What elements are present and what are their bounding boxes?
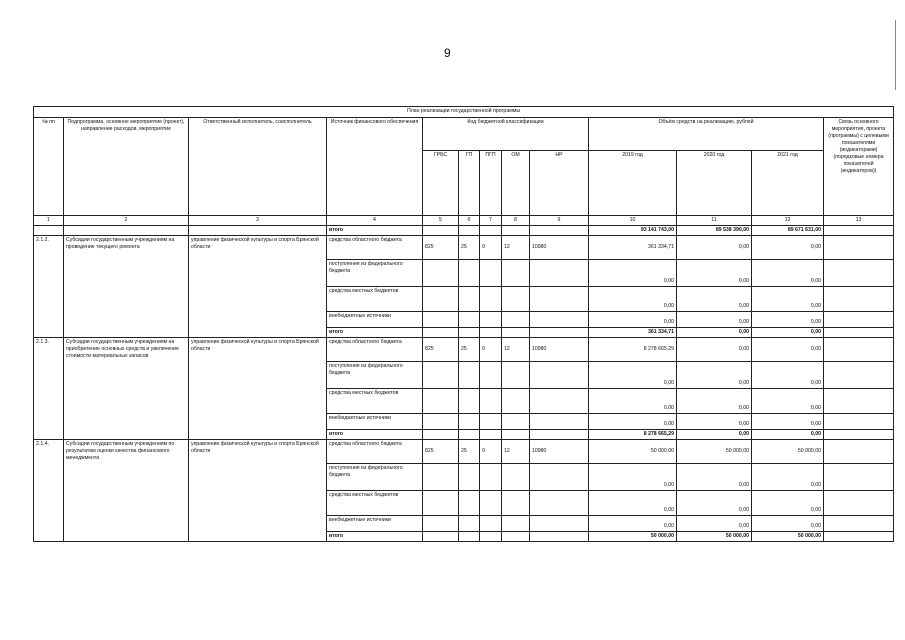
value-2019: 0,00 <box>589 414 677 430</box>
total-2019: 8 278 665,29 <box>589 430 677 440</box>
total-label: итого <box>327 328 423 338</box>
code-empty <box>459 516 480 532</box>
column-number: 7 <box>480 216 502 226</box>
total-2019: 50 000,00 <box>589 532 677 542</box>
column-number: 5 <box>423 216 459 226</box>
value-2020: 0,00 <box>677 516 752 532</box>
total-2021: 50 000,00 <box>752 532 824 542</box>
value-2021: 0,00 <box>752 516 824 532</box>
value-2020: 0,00 <box>677 287 752 312</box>
code-empty <box>502 464 530 491</box>
code-empty <box>423 532 459 542</box>
header-link: Связь основного мероприятия, проекта (программы) с целевыми показателями (индикаторами) (порядковые номера показателей (индикаторов)) <box>824 118 894 216</box>
indicator-link <box>824 362 894 389</box>
table-row <box>34 338 894 362</box>
funding-source: средства местных бюджетов <box>327 287 423 312</box>
header-pgp: ПГП <box>480 151 502 216</box>
code-empty <box>502 491 530 516</box>
value-2020: 0,00 <box>677 464 752 491</box>
code-empty <box>502 312 530 328</box>
code-empty <box>530 532 589 542</box>
section-executor: управление физической культуры и спорта Брянской области <box>189 338 327 440</box>
code-empty <box>423 491 459 516</box>
code-grbs: 825 <box>423 236 459 260</box>
code-empty <box>480 260 502 287</box>
value-2021: 0,00 <box>752 312 824 328</box>
code-empty <box>423 312 459 328</box>
value-2020: 0,00 <box>677 236 752 260</box>
code-om: 12 <box>502 236 530 260</box>
code-empty <box>423 287 459 312</box>
code-nr: 10980 <box>530 440 589 464</box>
value-2019: 0,00 <box>589 516 677 532</box>
table-row <box>34 440 894 464</box>
code-nr: 10980 <box>530 338 589 362</box>
code-empty <box>502 328 530 338</box>
indicator-link <box>824 312 894 328</box>
value-2019: 0,00 <box>589 389 677 414</box>
header-executor: Ответственный исполнитель, соисполнитель <box>189 118 327 216</box>
value-2021: 0,00 <box>752 236 824 260</box>
code-om: 12 <box>502 440 530 464</box>
code-empty <box>459 287 480 312</box>
code-empty <box>423 430 459 440</box>
header-gp: ГП <box>459 151 480 216</box>
value-2021: 50 000,00 <box>752 440 824 464</box>
total-2021: 89 671 631,00 <box>752 226 824 236</box>
code-empty <box>480 312 502 328</box>
value-2019: 0,00 <box>589 491 677 516</box>
code-empty <box>530 328 589 338</box>
funding-source: внебюджетные источники <box>327 312 423 328</box>
indicator-link <box>824 464 894 491</box>
code-pgp: 0 <box>480 338 502 362</box>
section-title: Субсидии государственным учреждениям по результатам оценки качества финансового менеджмента <box>64 440 189 542</box>
code-empty <box>502 260 530 287</box>
indicator-link <box>824 430 894 440</box>
total-2020: 89 538 390,00 <box>677 226 752 236</box>
code-empty <box>480 328 502 338</box>
header-2019: 2019 год <box>589 151 677 216</box>
funding-source: поступления из федерального бюджета <box>327 260 423 287</box>
code-grbs: 825 <box>423 338 459 362</box>
indicator-link <box>824 328 894 338</box>
total-2021: 0,00 <box>752 328 824 338</box>
column-number: 2 <box>64 216 189 226</box>
column-number: 3 <box>189 216 327 226</box>
indicator-link <box>824 440 894 464</box>
funding-source: внебюджетные источники <box>327 414 423 430</box>
value-2020: 0,00 <box>677 362 752 389</box>
indicator-link <box>824 236 894 260</box>
code-empty <box>459 532 480 542</box>
code-empty <box>423 362 459 389</box>
header-2021: 2021 год <box>752 151 824 216</box>
total-label: итого <box>327 532 423 542</box>
code-empty <box>530 414 589 430</box>
header-source: Источник финансового обеспечения <box>327 118 423 216</box>
value-2021: 0,00 <box>752 464 824 491</box>
column-number: 10 <box>589 216 677 226</box>
indicator-link <box>824 532 894 542</box>
code-empty <box>480 516 502 532</box>
section-executor: управление физической культуры и спорта Брянской области <box>189 236 327 338</box>
code-empty <box>480 532 502 542</box>
code-empty <box>423 328 459 338</box>
code-empty <box>480 389 502 414</box>
indicator-link <box>824 338 894 362</box>
code-empty <box>480 491 502 516</box>
column-number: 11 <box>677 216 752 226</box>
code-om: 12 <box>502 338 530 362</box>
section-title: Субсидии государственным учреждениям на приобретение основных средств и увеличение стоимости материальных запасов <box>64 338 189 440</box>
code-empty <box>530 260 589 287</box>
code-empty <box>423 260 459 287</box>
code-pgp: 0 <box>480 236 502 260</box>
total-2020: 50 000,00 <box>677 532 752 542</box>
code-empty <box>459 260 480 287</box>
header-num: № пп <box>34 118 64 216</box>
value-2020: 50 000,00 <box>677 440 752 464</box>
code-empty <box>459 389 480 414</box>
code-empty <box>530 362 589 389</box>
header-subprogram: Подпрограмма, основное мероприятие (проект), направление расходов, мероприятие <box>64 118 189 216</box>
indicator-link <box>824 287 894 312</box>
code-empty <box>502 287 530 312</box>
header-volume: Объём средств на реализацию, рублей <box>589 118 824 151</box>
indicator-link <box>824 516 894 532</box>
header-nr: НР <box>530 151 589 216</box>
indicator-link <box>824 491 894 516</box>
funding-source: средства местных бюджетов <box>327 389 423 414</box>
code-empty <box>459 328 480 338</box>
value-2021: 0,00 <box>752 287 824 312</box>
code-empty <box>530 464 589 491</box>
funding-source: средства местных бюджетов <box>327 491 423 516</box>
code-empty <box>530 430 589 440</box>
top-total-row <box>34 226 894 236</box>
total-label: итого <box>327 226 423 236</box>
total-2020: 0,00 <box>677 328 752 338</box>
section-number: 2.1.2. <box>34 236 64 338</box>
value-2021: 0,00 <box>752 491 824 516</box>
header-om: ОМ <box>502 151 530 216</box>
value-2020: 0,00 <box>677 260 752 287</box>
code-empty <box>423 389 459 414</box>
total-2019: 93 141 743,00 <box>589 226 677 236</box>
code-gp: 25 <box>459 236 480 260</box>
code-empty <box>459 414 480 430</box>
plan-table <box>33 106 894 542</box>
code-empty <box>480 414 502 430</box>
code-empty <box>502 389 530 414</box>
table-row <box>34 236 894 260</box>
code-grbs: 825 <box>423 440 459 464</box>
value-2021: 0,00 <box>752 260 824 287</box>
value-2019: 0,00 <box>589 464 677 491</box>
column-number: 9 <box>530 216 589 226</box>
section-number: 2.1.3. <box>34 338 64 440</box>
indicator-link <box>824 389 894 414</box>
value-2020: 0,00 <box>677 389 752 414</box>
code-empty <box>480 362 502 389</box>
value-2020: 0,00 <box>677 338 752 362</box>
header-grbs: ГРБС <box>423 151 459 216</box>
value-2019: 361 334,71 <box>589 236 677 260</box>
column-number: 4 <box>327 216 423 226</box>
code-empty <box>480 464 502 491</box>
column-numbers-row <box>34 216 894 226</box>
funding-source: внебюджетные источники <box>327 516 423 532</box>
funding-source: средства областного бюджета <box>327 338 423 362</box>
code-empty <box>502 362 530 389</box>
code-empty <box>459 464 480 491</box>
code-empty <box>480 287 502 312</box>
value-2020: 0,00 <box>677 312 752 328</box>
code-empty <box>502 430 530 440</box>
column-number: 1 <box>34 216 64 226</box>
indicator-link <box>824 260 894 287</box>
code-pgp: 0 <box>480 440 502 464</box>
code-gp: 25 <box>459 440 480 464</box>
value-2019: 0,00 <box>589 287 677 312</box>
header-2020: 2020 год <box>677 151 752 216</box>
indicator-link <box>824 414 894 430</box>
code-nr: 10980 <box>530 236 589 260</box>
code-gp: 25 <box>459 338 480 362</box>
value-2021: 0,00 <box>752 338 824 362</box>
value-2019: 0,00 <box>589 362 677 389</box>
code-empty <box>530 312 589 328</box>
code-empty <box>530 491 589 516</box>
value-2020: 0,00 <box>677 491 752 516</box>
section-title: Субсидии государственным учреждениям на проведение текущего ремонта <box>64 236 189 338</box>
code-empty <box>502 532 530 542</box>
total-label: итого <box>327 430 423 440</box>
value-2020: 0,00 <box>677 414 752 430</box>
value-2021: 0,00 <box>752 362 824 389</box>
total-2019: 361 334,71 <box>589 328 677 338</box>
code-empty <box>423 414 459 430</box>
section-number: 2.1.4. <box>34 440 64 542</box>
funding-source: поступления из федерального бюджета <box>327 464 423 491</box>
scan-margin-line <box>895 20 896 90</box>
code-empty <box>502 516 530 532</box>
total-2020: 0,00 <box>677 430 752 440</box>
code-empty <box>459 491 480 516</box>
code-empty <box>459 312 480 328</box>
value-2019: 50 000,00 <box>589 440 677 464</box>
column-number: 8 <box>502 216 530 226</box>
funding-source: средства областного бюджета <box>327 440 423 464</box>
code-empty <box>459 362 480 389</box>
funding-source: поступления из федерального бюджета <box>327 362 423 389</box>
column-number: 6 <box>459 216 480 226</box>
code-empty <box>480 430 502 440</box>
code-empty <box>530 516 589 532</box>
page-number: 9 <box>444 46 451 60</box>
code-empty <box>423 516 459 532</box>
code-empty <box>423 464 459 491</box>
column-number: 12 <box>752 216 824 226</box>
code-empty <box>530 287 589 312</box>
total-2021: 0,00 <box>752 430 824 440</box>
value-2019: 0,00 <box>589 260 677 287</box>
value-2021: 0,00 <box>752 389 824 414</box>
section-executor: управление физической культуры и спорта Брянской области <box>189 440 327 542</box>
column-number: 13 <box>824 216 894 226</box>
code-empty <box>502 414 530 430</box>
value-2019: 8 278 665,29 <box>589 338 677 362</box>
header-budget-code: Код бюджетной классификации <box>423 118 589 151</box>
value-2019: 0,00 <box>589 312 677 328</box>
value-2021: 0,00 <box>752 414 824 430</box>
code-empty <box>459 430 480 440</box>
funding-source: средства областного бюджета <box>327 236 423 260</box>
code-empty <box>530 389 589 414</box>
plan-title: План реализации государственной программы <box>34 107 894 118</box>
